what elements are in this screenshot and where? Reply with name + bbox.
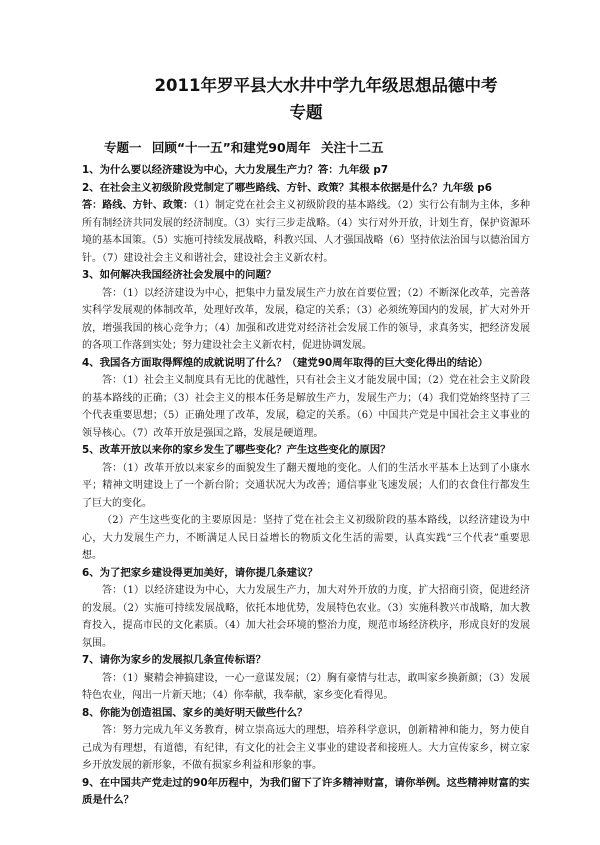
question-7: 7、请你为家乡的发展拟几条宣传标语？: [82, 654, 266, 666]
answer-8: 答：努力完成九年义务教育，树立崇高远大的理想，培养科学意识，创新精神和能力，努力使自己成为有理想，有道德，有纪律，有文化的社会主义事业的建设者和接班人。大力宣传家乡，树立家乡开放发展的新形象，不做有损家乡利益和形象的事。: [82, 725, 530, 771]
question-8: 8、你能为创造祖国、家乡的美好明天做些什么？: [82, 706, 308, 719]
question-4: 4、我国各方面取得辉煌的成就说明了什么？（建党90周年取得的巨大变化得出的结论）: [82, 356, 489, 369]
answer-2-label: 答：路线、方针、政策：: [82, 200, 194, 211]
answer-5-part-1: 答：（1）改革开放以来家乡的面貌发生了翻天覆地的变化。人们的生活水平基本上达到了小康水平；精神文明建设上了一个新台阶；交通状况大为改善；通信事业飞速发展；人们的衣食住行都发生了巨大的变化。: [82, 462, 530, 509]
answer-3: 答：（1）以经济建设为中心，把集中力量发展生产力放在首要位置；（2）不断深化改革，完善落实科学发展观的体制改革，处理好改革，发展，稳定的关系；（3）必须统筹国内的发展，扩大对外开放，增强我国的核心竞争力；（4）加强和改进党对经济社会发展工作的领导，求真务实，把经济发展的各项工作落到实处；努力建设社会主义新农村，促进协调发展。: [82, 287, 530, 351]
document-title: 2011年罗平县大水井中学九年级思想品德中考: [154, 76, 498, 95]
question-9: 9、在中国共产党走过的90年历程中，为我们留下了许多精神财富，请你举例。这些精神财富的实质是什么？: [82, 776, 530, 806]
answer-2: [82, 197, 530, 267]
topic-subtitle: 专题一 回顾“十一五”和建党90周年 关注十二五: [104, 140, 384, 155]
question-6: 6、为了把家乡建设得更加美好，请你提几条建议？: [82, 566, 318, 579]
answer-4: 答：（1）社会主义制度具有无比的优越性，只有社会主义才能发展中国；（2）党在社会主义阶段的基本路线的正确；（3）社会主义的根本任务是解放生产力，发展生产力；（4）我们党始终坚持了三个代表重要思想；（5）正确处理了改革，发展，稳定的关系。（6）中国共产党是中国社会主义事业的领导核心。（7）改革开放是强国之路，发展是硬道理。: [82, 375, 530, 439]
question-3: 3、如何解决我国经济社会发展中的问题？: [82, 269, 277, 281]
answer-6: 答：（1）以经济建设为中心，大力发展生产力，加大对外开放的力度，扩大招商引资，促进经济的发展。（2）实施可持续发展战略，依托本地优势，发展特色农业。（3）实施科教兴市战略，加大教育投入，提高市民的文化素质。（4）加大社会环境的整治力度，规范市场经济秩序，形成良好的发展氛围。: [82, 585, 530, 649]
question-5: 5、改革开放以来你的家乡发生了哪些变化？产生这些变化的原因？: [82, 444, 391, 456]
answer-2-text: （1）制定党在社会主义初级阶段的基本路线。（2）实行公有制为主体，多种所有制经济共同发展的经济制度。（3）实行三步走战略。（4）实行对外开放，计划生育，保护资源环境的基本国策。（5）实施可持续发展战略，科教兴国、人才强国战略（6）坚持依法治国与以德治国方针。（7）建设社会主义和谐社会，建设社会主义新农村。: [82, 200, 530, 264]
document-title-line2: 专题: [289, 103, 323, 122]
question-1: 1、为什么要以经济建设为中心，大力发展生产力？答：九年级 p7: [82, 164, 389, 176]
answer-7: 答：（1）聚精会神搞建设，一心一意谋发展；（2）胸有豪情与壮志，敢叫家乡换新颜；（3）发展特色农业，闯出一片新天地；（4）你奉献，我奉献，家乡变化看得见。: [82, 672, 530, 701]
answer-5-part-2: （2）产生这些变化的主要原因是：坚持了党在社会主义初级阶段的基本路线，以经济建设为中心，大力发展生产力，不断满足人民日益增长的物质文化生活的需要，认真实践“三个代表”重要思想。: [82, 515, 530, 561]
question-2: 2、在社会主义初级阶段党制定了哪些路线、方针、政策？其根本依据是什么？九年级 p6: [82, 181, 492, 194]
